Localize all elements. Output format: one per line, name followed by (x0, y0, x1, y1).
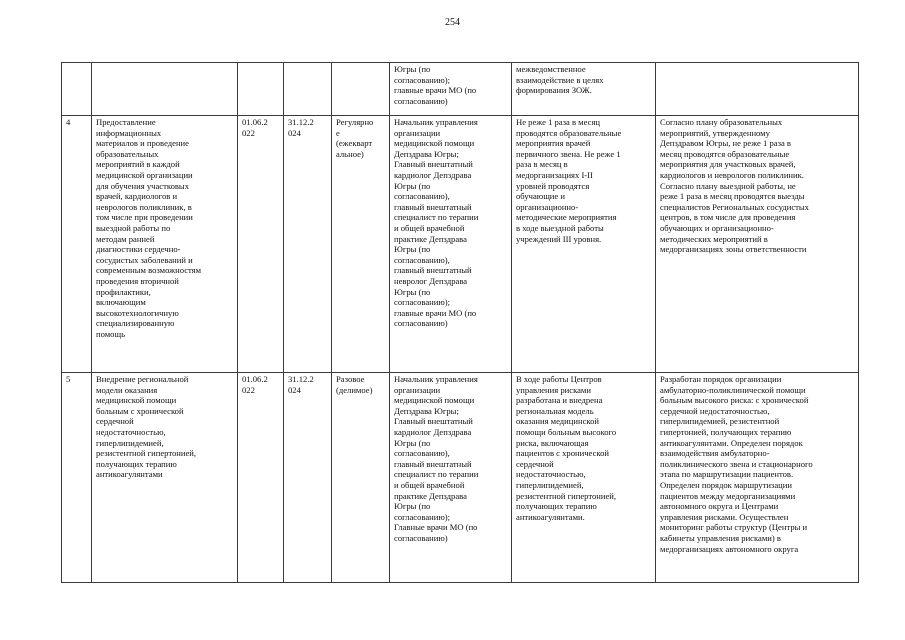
periodicity-cell: Разовое (делимое) (332, 373, 390, 583)
row-number-cell: 4 (62, 116, 92, 373)
status-cell: Согласно плану образовательных мероприятий, утвержденному Депздравом Югры, не реже 1 раза в месяц проводятся образовательные мероприятия для участковых врачей, кардиологов и неврологов поликлиник. Согласно плану выездной работы, не реже 1 раза в месяц проводятся выезды специалистов Региональных сосудистых центров, в том числе для проведения обучающих и организационно- методических мероприятий в медорганизациях зоны ответственности (656, 116, 859, 373)
row-number-cell: 5 (62, 373, 92, 583)
end-date-cell (284, 63, 332, 116)
measures-table (61, 62, 859, 583)
responsible-cell: Начальник управления организации медицинской помощи Депздрава Югры; Главный внештатный кардиолог Депздрава Югры (по согласованию), главный внештатный специалист по терапии и общей врачебной практике Депздрава Югры (по согласованию); Главные врачи МО (по согласованию) (390, 373, 512, 583)
measure-cell: Внедрение региональной модели оказания медицинской помощи больным с хронической сердечной недостаточностью, гиперлипидемией, резистентной гипертонией, получающих терапию антикоагулянтами (92, 373, 238, 583)
periodicity-cell: Регулярно е (ежекварт альное) (332, 116, 390, 373)
periodicity-cell (332, 63, 390, 116)
result-cell: В ходе работы Центров управления рисками разработана и внедрена региональная модель оказания медицинской помощи больным высокого риска, включающая пациентов с хронической сердечной недостаточностью, гиперлипидемией, резистентной гипертонией, получающих терапию антикоагулянтами. (512, 373, 656, 583)
row-number-cell (62, 63, 92, 116)
responsible-cell: Югры (по согласованию); главные врачи МО (по согласованию) (390, 63, 512, 116)
status-cell (656, 63, 859, 116)
table-row (62, 373, 859, 583)
measure-cell: Предоставление информационных материалов и проведение образовательных мероприятий в каждой медицинской организации для обучения участковых врачей, кардиологов и неврологов поликлиник, в том числе при проведении выездной работы по методам ранней диагностики сердечно- сосудистых заболеваний и современным возможностям проведения вторичной профилактики, включающим высокотехнологичную специализированную помощь (92, 116, 238, 373)
responsible-cell: Начальник управления организации медицинской помощи Депздрава Югры; Главный внештатный кардиолог Депздрава Югры (по согласованию), главный внештатный специалист по терапии и общей врачебной практике Депздрава Югры (по согласованию), главный внештатный невролог Депздрава Югры (по согласованию); главные врачи МО (по согласованию) (390, 116, 512, 373)
end-date-cell: 31.12.2 024 (284, 116, 332, 373)
end-date-cell: 31.12.2 024 (284, 373, 332, 583)
table-row (62, 63, 859, 116)
start-date-cell: 01.06.2 022 (238, 116, 284, 373)
start-date-cell: 01.06.2 022 (238, 373, 284, 583)
result-cell: межведомственное взаимодействие в целях формирования ЗОЖ. (512, 63, 656, 116)
table-row (62, 116, 859, 373)
status-cell: Разработан порядок организации амбулаторно-поликлинической помощи больным высокого риска: с хронической сердечной недостаточностью, гиперлипидемией, резистентной гипертонией, получающих терапию антикоагулянтами. Определен порядок взаимодействия амбулаторно- поликлинического звена и стационарного этапа по маршрутизации пациентов. Определен порядок маршрутизации пациентов между медорганизациями автономного округа и Центрами управления рисками. Осуществлен мониторинг работы структур (Центры и кабинеты управления рисками) в медорганизациях автономного округа (656, 373, 859, 583)
result-cell: Не реже 1 раза в месяц проводятся образовательные мероприятия врачей первичного звена. Не реже 1 раза в месяц в медорганизациях I-II уровней проводятся обучающие и организационно- методические мероприятия в ходе выездной работы учреждений III уровня. (512, 116, 656, 373)
measure-cell (92, 63, 238, 116)
start-date-cell (238, 63, 284, 116)
page-number: 254 (445, 17, 460, 28)
